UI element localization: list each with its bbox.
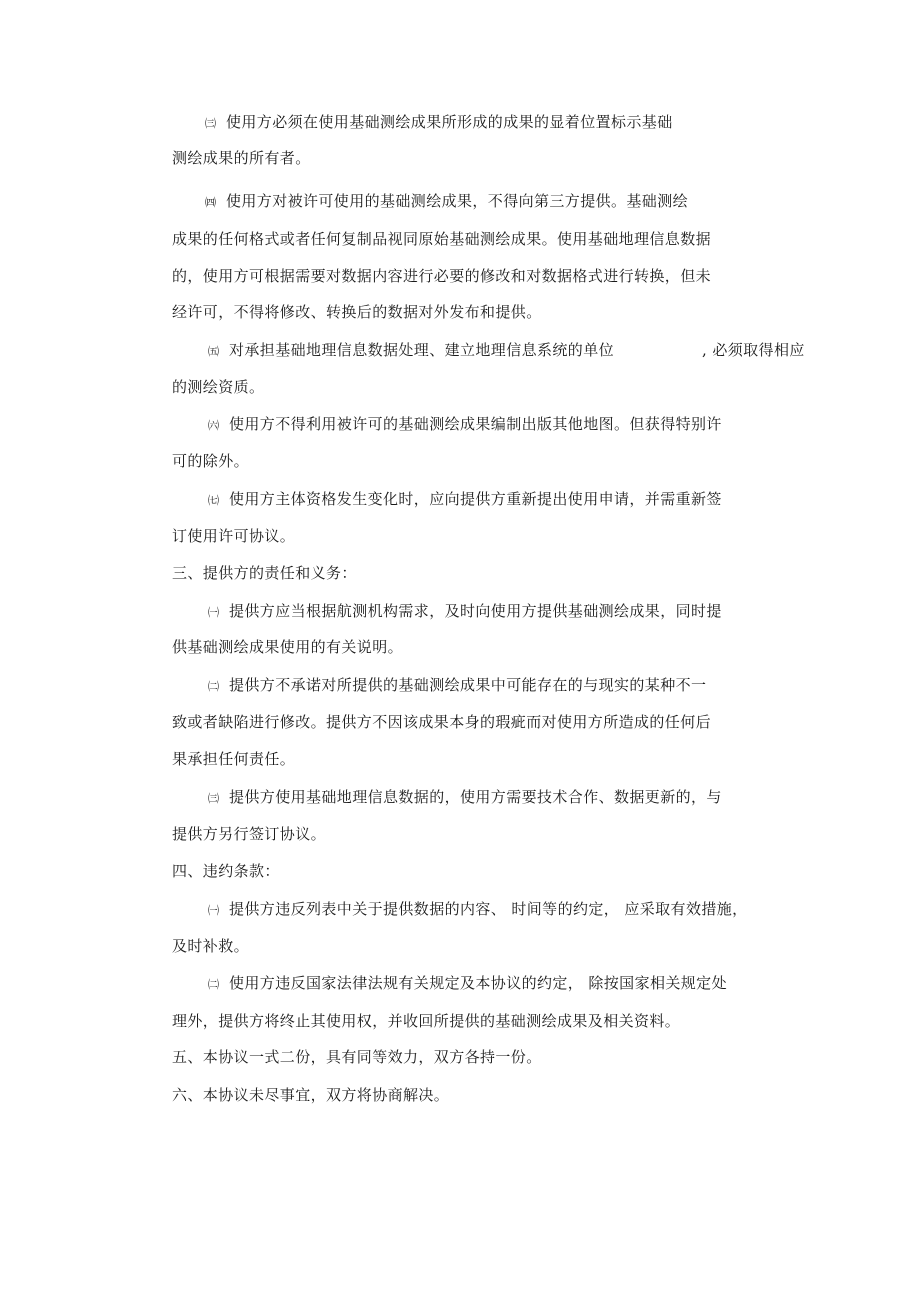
clause-marker: ㈡ <box>208 680 219 693</box>
clause-marker: ㈠ <box>208 606 219 619</box>
clause-text: 提供方应当根据航测机构需求，及时向使用方提供基础测绘成果，同时提 <box>229 602 722 620</box>
clause-text: 使用方必须在使用基础测绘成果所形成的成果的显着位置标示基础 <box>226 113 673 131</box>
clause-5-line-2: 的测绘资质。 <box>172 378 265 396</box>
section-3-clause-1-line-1 <box>208 601 722 621</box>
section-4-heading: 四、违约条款： <box>172 862 280 880</box>
clause-4-line-3: 的，使用方可根据需要对数据内容进行必要的修改和对数据格式进行转换，但未 <box>172 267 712 285</box>
section-3-clause-1-line-2: 供基础测绘成果使用的有关说明。 <box>172 638 404 656</box>
clause-3-line-1 <box>205 112 673 132</box>
section-3-clause-2-line-3: 果承担任何责任。 <box>172 750 296 768</box>
clause-marker: ㈢ <box>205 117 216 130</box>
clause-marker: ㈤ <box>208 345 219 358</box>
clause-4-line-2: 成果的任何格式或者任何复制品视同原始基础测绘成果。使用基础地理信息数据 <box>172 230 712 248</box>
clause-marker: ㈠ <box>208 904 219 917</box>
clause-text: 使用方不得利用被许可的基础测绘成果编制出版其他地图。但获得特别许 <box>229 415 722 433</box>
section-3-clause-3-line-2: 提供方另行签订协议。 <box>172 825 327 843</box>
clause-marker: ㈥ <box>208 419 219 432</box>
section-3-heading: 三、提供方的责任和义务： <box>172 564 357 582</box>
section-3-clause-2-line-1 <box>208 675 706 695</box>
clause-text: 提供方不承诺对所提供的基础测绘成果中可能存在的与现实的某种不一 <box>229 676 707 694</box>
clause-marker: ㈣ <box>205 196 216 209</box>
clause-6-line-1 <box>208 414 722 434</box>
clause-text-tail: , 必须取得相应 <box>702 341 805 359</box>
section-5: 五、本协议一式二份，具有同等效力，双方各持一份。 <box>172 1048 542 1066</box>
section-3-clause-3-line-1 <box>208 787 722 807</box>
clause-7-line-1 <box>208 489 722 509</box>
clause-text: 提供方使用基础地理信息数据的，使用方需要技术合作、数据更新的，与 <box>229 788 722 806</box>
clause-text: 使用方违反国家法律法规有关规定及本协议的约定， 除按国家相关规定处 <box>229 974 727 992</box>
section-4-clause-2-line-2: 理外，提供方将终止其使用权，并收回所提供的基础测绘成果及相关资料。 <box>172 1012 681 1030</box>
clause-4-line-1 <box>205 191 688 211</box>
clause-5-line-1 <box>208 340 805 360</box>
clause-4-line-4: 经许可，不得将修改、转换后的数据对外发布和提供。 <box>172 303 542 321</box>
clause-text: 使用方主体资格发生变化时，应向提供方重新提出使用申请，并需重新签 <box>229 490 722 508</box>
clause-3-line-2: 测绘成果的所有者。 <box>172 149 311 167</box>
section-4-clause-1-line-1 <box>208 899 748 919</box>
section-4-clause-1-line-2: 及时补救。 <box>172 937 250 955</box>
clause-marker: ㈦ <box>208 494 219 507</box>
clause-marker: ㈡ <box>208 978 219 991</box>
clause-7-line-2: 订使用许可协议。 <box>172 527 296 545</box>
clause-text: 提供方违反列表中关于提供数据的内容、 时间等的约定， 应采取有效措施， <box>229 900 748 918</box>
clause-marker: ㈢ <box>208 792 219 805</box>
section-4-clause-2-line-1 <box>208 973 727 993</box>
clause-text: 使用方对被许可使用的基础测绘成果，不得向第三方提供。基础测绘 <box>226 192 689 210</box>
clause-text: 对承担基础地理信息数据处理、建立地理信息系统的单位 <box>229 341 615 359</box>
clause-6-line-2: 可的除外。 <box>172 452 250 470</box>
section-3-clause-2-line-2: 致或者缺陷进行修改。提供方不因该成果本身的瑕疵而对使用方所造成的任何后 <box>172 713 712 731</box>
section-6: 六、本协议未尽事宜，双方将协商解决。 <box>172 1086 450 1104</box>
